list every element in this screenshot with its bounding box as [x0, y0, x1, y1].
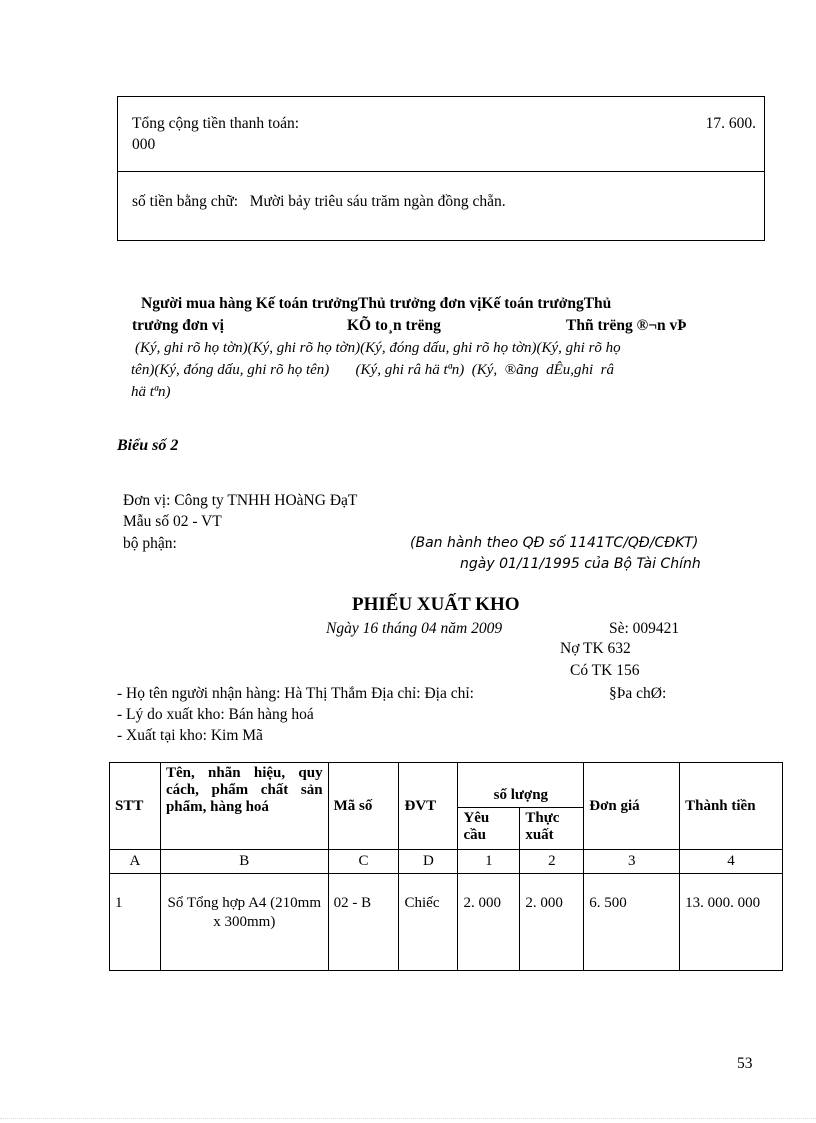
total-divider: [118, 171, 764, 172]
warehouse-line: - Xuất tại kho: Kim Mã: [117, 727, 263, 744]
doc-number: Sè: 009421: [609, 620, 680, 637]
items-table: [109, 762, 783, 971]
cell-amount: 13. 000. 000: [680, 874, 783, 971]
header-qty-req: Yêu cầu: [458, 808, 520, 850]
unit-name: Đơn vị: Công ty TNHH HOàNG ĐạT: [123, 492, 358, 509]
col-letter: 3: [584, 850, 680, 874]
header-stt: STT: [110, 763, 161, 850]
header-unit: ĐVT: [399, 763, 458, 850]
cell-qty-act: 2. 000: [520, 874, 584, 971]
signature-titles-legacy-2: Thñ trëng ®¬n vÞ: [566, 317, 687, 334]
col-letter: 4: [680, 850, 783, 874]
cell-code: 02 - B: [328, 874, 399, 971]
col-letter: 2: [520, 850, 584, 874]
col-letter: C: [328, 850, 399, 874]
receiver-line: - Họ tên người nhận hàng: Hà Thị Thắm Địa chỉ: Địa chỉ:: [117, 685, 474, 702]
credit-account: Có TK 156: [570, 662, 640, 679]
total-box: [117, 96, 765, 241]
total-amount: 17. 600.: [705, 115, 756, 132]
words-label: số tiền bằng chữ:: [132, 193, 239, 210]
cell-unit: Chiếc: [399, 874, 458, 971]
total-amount-cont: 000: [132, 136, 156, 153]
column-letters-row: [110, 850, 783, 874]
col-letter: B: [160, 850, 328, 874]
amount-in-words: [132, 193, 506, 211]
cell-price: 6. 500: [584, 874, 680, 971]
table-row: [110, 874, 783, 971]
header-price: Đơn giá: [584, 763, 680, 850]
col-letter: D: [399, 850, 458, 874]
signature-titles-legacy-1: KÕ to¸n trëng: [347, 317, 441, 334]
header-qty: số lượng: [458, 763, 584, 808]
words-value: Mười bảy triêu sáu trăm ngàn đồng chẵn.: [249, 193, 506, 210]
header-name: Tên, nhãn hiệu, quy cách, phẩm chất sản phẩm, hàng hoá: [160, 763, 328, 850]
debit-account: Nợ TK 632: [560, 640, 631, 657]
signature-titles: Người mua hàng Kế toán trưởngThủ trưởng đơn vịKế toán trưởngThủ: [141, 295, 612, 312]
issued-date: ngày 01/11/1995 của Bộ Tài Chính: [460, 556, 701, 572]
form-number: Mẫu số 02 - VT: [123, 513, 222, 530]
col-letter: A: [110, 850, 161, 874]
total-label: Tổng cộng tiền thanh toán:: [132, 115, 300, 132]
cell-name: Sổ Tổng hợp A4 (210mm x 300mm): [160, 874, 328, 971]
form-label: Biểu số 2: [117, 437, 179, 454]
signature-titles-cont: trưởng đơn vị: [132, 317, 224, 334]
header-amount: Thành tiền: [680, 763, 783, 850]
reason-line: - Lý do xuất kho: Bán hàng hoá: [117, 706, 314, 723]
doc-date: Ngày 16 tháng 04 năm 2009: [326, 620, 503, 637]
issued-by: (Ban hành theo QĐ số 1141TC/QĐ/CĐKT): [410, 535, 699, 551]
signature-notes-3: hä tªn): [131, 384, 171, 400]
signature-notes-2: tên)(Ký, đóng dấu, ghi rõ họ tên) (Ký, ghi râ hä tªn) (Ký, ®ãng dÊu,ghi râ: [131, 362, 614, 378]
header-qty-act: Thực xuất: [520, 808, 584, 850]
receiver-address: §Þa chØ:: [609, 685, 667, 702]
signature-notes-1: (Ký, ghi rõ họ tờn)(Ký, ghi rõ họ tờn)(Ký, đóng dấu, ghi rõ họ tờn)(Ký, ghi rõ họ: [135, 340, 621, 356]
page-number: 53: [737, 1055, 753, 1072]
department: bộ phận:: [123, 535, 177, 552]
col-letter: 1: [458, 850, 520, 874]
cell-qty-req: 2. 000: [458, 874, 520, 971]
doc-title: PHIẾU XUẤT KHO: [352, 594, 520, 615]
page-edge-divider: [0, 1118, 816, 1119]
cell-stt: 1: [110, 874, 161, 971]
header-code: Mã số: [328, 763, 399, 850]
